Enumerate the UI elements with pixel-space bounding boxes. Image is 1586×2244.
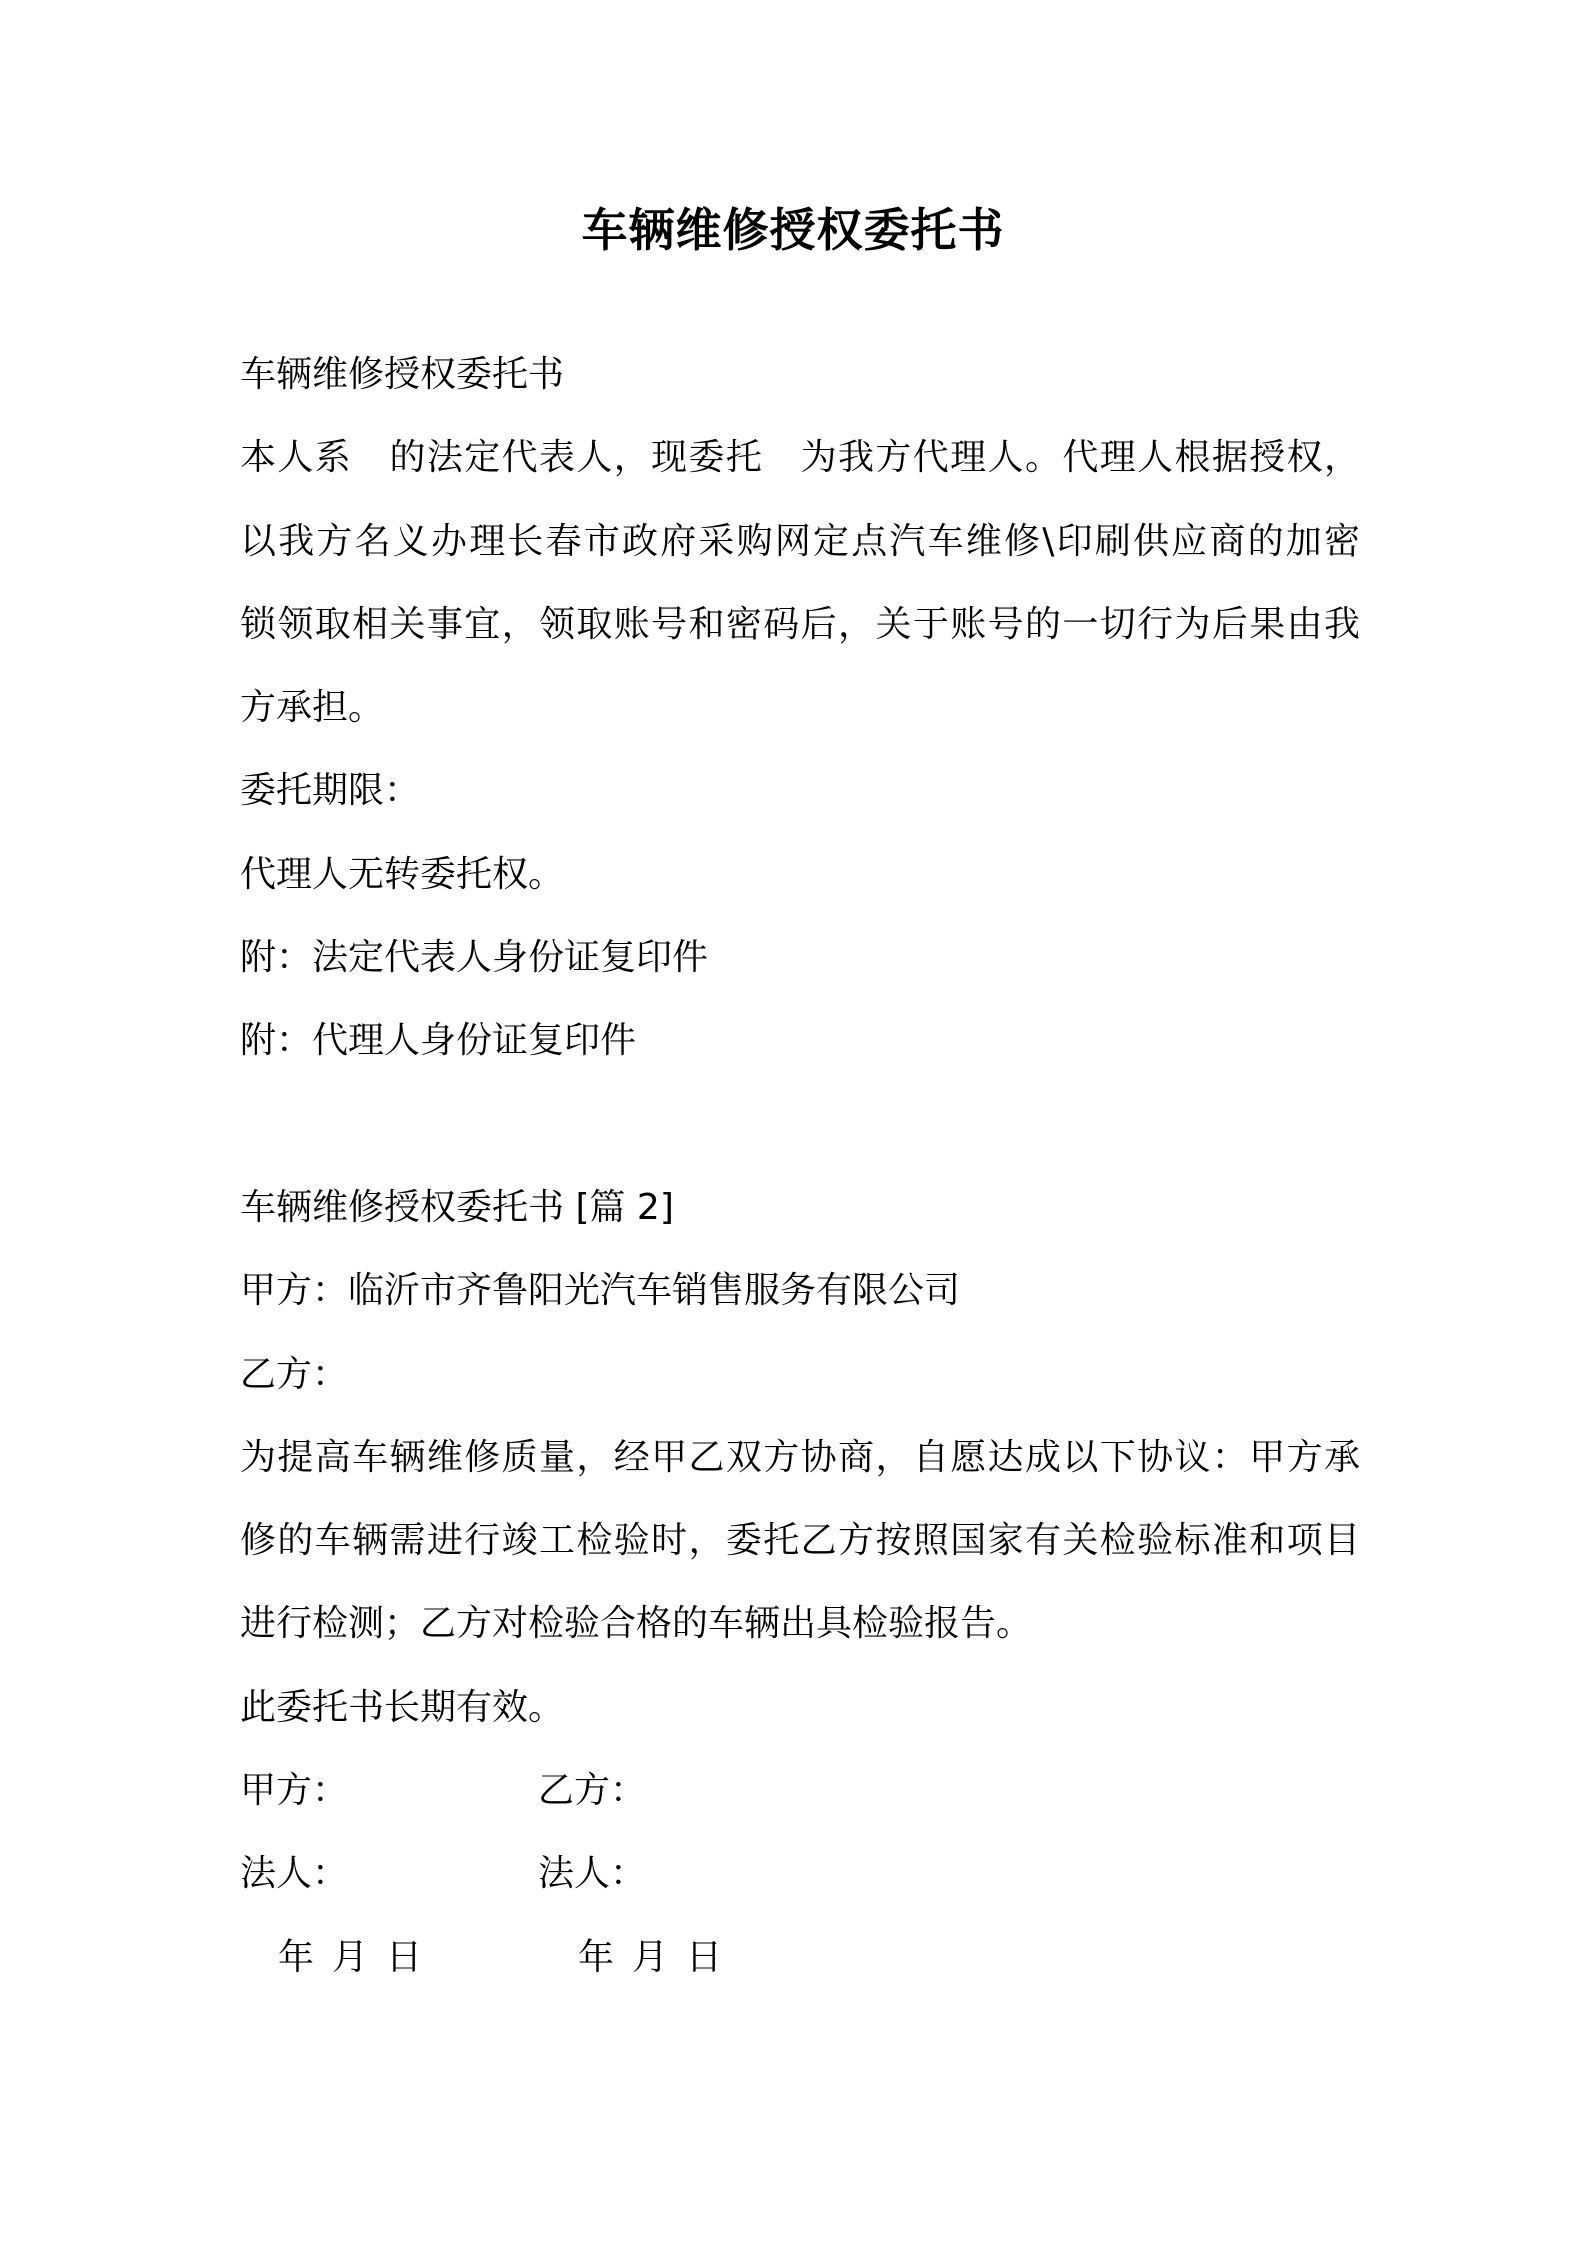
validity-statement: 此委托书长期有效。	[240, 1686, 565, 1728]
section1-heading: 车辆维修授权委托书	[240, 354, 565, 395]
date-day: 日	[686, 1936, 723, 1978]
p1-part-1: 本人系	[240, 437, 353, 479]
section1-paragraph-line-1	[240, 416, 1360, 499]
spacer	[240, 1083, 1360, 1166]
section2-paragraph-line-1: 为提高车辆维修质量，经甲乙双方协商，自愿达成以下协议：甲方承	[240, 1436, 1360, 1478]
date-month: 月	[632, 1936, 669, 1978]
legal-person-b: 法人：	[538, 1853, 647, 1895]
sign-party-a: 甲方：	[240, 1770, 349, 1812]
attachment-1: 附：法定代表人身份证复印件	[240, 937, 709, 979]
sign-party-b: 乙方：	[538, 1770, 647, 1812]
date-day: 日	[386, 1936, 423, 1978]
section2-paragraph-line-2: 修的车辆需进行竣工检验时，委托乙方按照国家有关检验标准和项目	[240, 1520, 1360, 1562]
date-row	[240, 1916, 1360, 1999]
legal-person-row	[240, 1832, 1360, 1915]
party-b-line: 乙方：	[240, 1353, 349, 1395]
term-label: 委托期限：	[240, 770, 421, 812]
section2-paragraph-line-3: 进行检测；乙方对检验合格的车辆出具检验报告。	[240, 1603, 1033, 1645]
section1-paragraph-line-3: 锁领取相关事宜，领取账号和密码后，关于账号的一切行为后果由我	[240, 603, 1360, 645]
no-transfer-statement: 代理人无转委托权。	[240, 853, 565, 895]
date-party-a	[278, 1916, 440, 1999]
date-year: 年	[278, 1936, 315, 1978]
date-year: 年	[578, 1936, 615, 1978]
document-title: 车辆维修授权委托书	[581, 203, 1005, 257]
date-month: 月	[332, 1936, 369, 1978]
section1-paragraph-line-2: 以我方名义办理长春市政府采购网定点汽车维修\印刷供应商的加密	[240, 520, 1360, 562]
date-party-b	[578, 1916, 740, 1999]
signature-row	[240, 1749, 1360, 1832]
legal-person-a: 法人：	[240, 1853, 349, 1895]
party-a-line: 甲方：临沂市齐鲁阳光汽车销售服务有限公司	[240, 1270, 961, 1312]
document-body	[240, 333, 1360, 1999]
section1-paragraph-line-4: 方承担。	[240, 687, 385, 729]
p1-part-2: 的法定代表人，现委托	[388, 437, 764, 479]
p1-part-3: 为我方代理人。代理人根据授权，	[799, 437, 1360, 479]
section2-heading: 车辆维修授权委托书 [篇 2]	[240, 1186, 674, 1228]
attachment-2: 附：代理人身份证复印件	[240, 1020, 637, 1062]
